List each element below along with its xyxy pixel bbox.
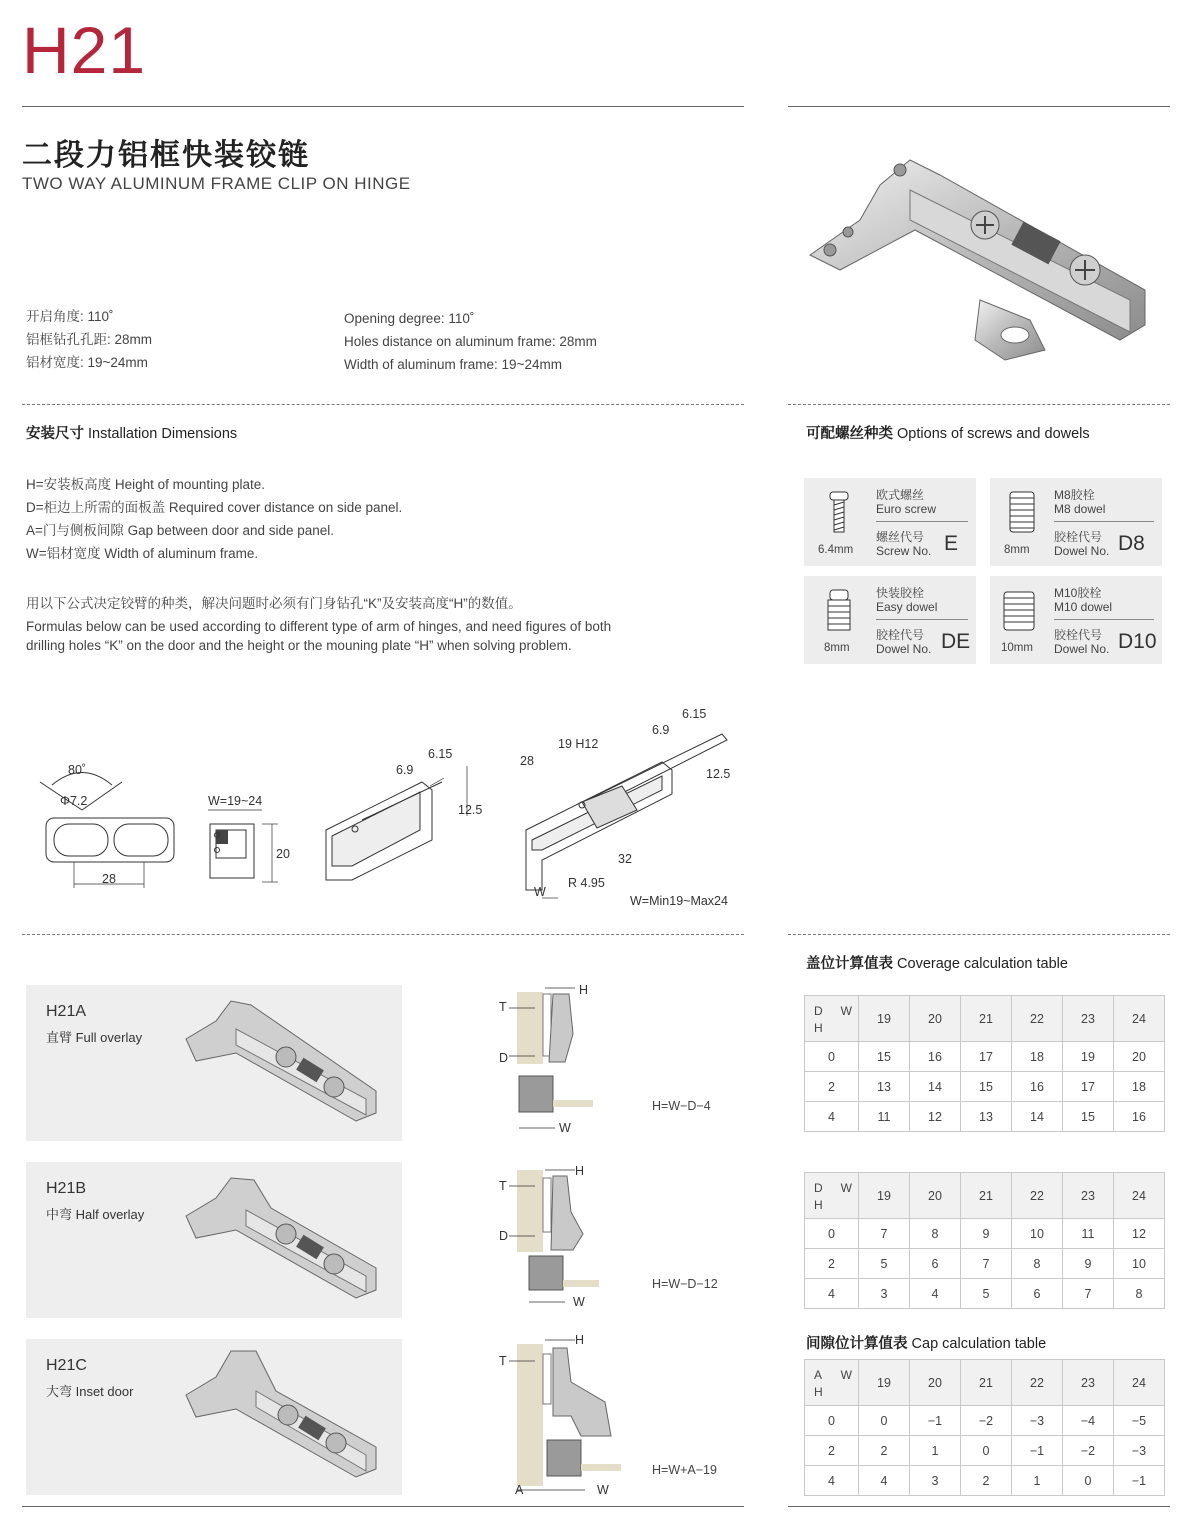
table-cell: 16 <box>1012 1072 1063 1102</box>
footer-rule-right <box>788 1506 1170 1507</box>
formula-h21a: H=W−D−4 <box>652 1099 711 1113</box>
table-cell: 12 <box>1114 1219 1165 1249</box>
card-divider <box>1054 521 1154 522</box>
table-corner: D W H <box>805 1173 859 1219</box>
column-header: 19 <box>859 1173 910 1219</box>
table-cell: 4 <box>859 1466 910 1496</box>
spec-en-line: Opening degree: 110˚ <box>344 311 475 326</box>
option-size: 10mm <box>1001 642 1033 654</box>
coverage-title-cn: 盖位计算值表 <box>806 956 893 972</box>
table-cell: 7 <box>1063 1279 1114 1309</box>
table-cell: 0 <box>1063 1466 1114 1496</box>
table-cell: 14 <box>910 1072 961 1102</box>
card-divider <box>1054 619 1154 620</box>
assembled-profile-drawing <box>520 707 730 908</box>
w-range-label: W=Min19~Max24 <box>630 894 728 908</box>
variant-type: 大弯 Inset door <box>46 1384 134 1399</box>
install-title-en: Installation Dimensions <box>88 426 238 442</box>
formula-note-en-line: Formulas below can be used according to different type of arm of hinges, and need figures of both <box>26 619 612 634</box>
hole-diameter-label: Φ7.2 <box>60 794 88 808</box>
table-cell: −1 <box>1012 1436 1063 1466</box>
row-header: 4 <box>805 1466 859 1496</box>
install-title-cn: 安装尺寸 <box>26 426 84 442</box>
column-header: 21 <box>961 1360 1012 1406</box>
w-label: W <box>534 885 546 899</box>
hole-distance-label: 28 <box>102 872 116 886</box>
table-cell: −4 <box>1063 1406 1114 1436</box>
table-cell: 20 <box>1114 1042 1165 1072</box>
formula-note-en <box>26 617 611 655</box>
coverage-table-2 <box>804 1172 1165 1309</box>
variant-panel-h21b <box>26 1162 402 1318</box>
option-code-label: 胶栓代号 Dowel No. <box>1054 530 1110 558</box>
table-cell: 15 <box>1063 1102 1114 1132</box>
column-header: 23 <box>1063 1173 1114 1219</box>
overlay-diagram-h21b <box>495 1158 625 1318</box>
option-code: D8 <box>1118 532 1145 555</box>
definition-line: W=铝材宽度 Width of aluminum frame. <box>26 546 259 561</box>
row-header: 4 <box>805 1102 859 1132</box>
spec-en-line: Width of aluminum frame: 19~24mm <box>344 357 562 372</box>
table-cell: 5 <box>859 1249 910 1279</box>
variant-type: 直臂 Full overlay <box>46 1030 143 1045</box>
cap-title-cn: 间隙位计算值表 <box>806 1336 908 1352</box>
table-cell: 1 <box>1012 1466 1063 1496</box>
perspective-profile-drawing <box>326 747 482 880</box>
table-row <box>805 1249 1165 1279</box>
formula-note-cn: 用以下公式决定铰臂的种类，解决问题时必须有门身钻孔“K”及安装高度“H”的数值。 <box>26 596 522 611</box>
table-cell: 19 <box>1063 1042 1114 1072</box>
formula-note-en-line: drilling holes “K” on the door and the height or the mouning plate “H” when solving problem. <box>26 638 572 653</box>
label-w: W <box>597 1483 609 1497</box>
table-cell: 6 <box>1012 1279 1063 1309</box>
table-cell: 18 <box>1012 1042 1063 1072</box>
install-definitions <box>26 473 402 565</box>
spec-cn-line: 铝材宽度: 19~24mm <box>26 355 148 370</box>
spec-en-line: Holes distance on aluminum frame: 28mm <box>344 334 597 349</box>
dim-6-15-label: 6.15 <box>428 747 453 761</box>
table-cell: 9 <box>961 1219 1012 1249</box>
table-header-row <box>805 1173 1165 1219</box>
table-cell: 4 <box>910 1279 961 1309</box>
cap-table <box>804 1359 1165 1496</box>
table-cell: 17 <box>961 1042 1012 1072</box>
label-a: A <box>515 1483 524 1497</box>
column-header: 22 <box>1012 1360 1063 1406</box>
table-cell: 2 <box>859 1436 910 1466</box>
option-name: M8胶栓 M8 dowel <box>1054 488 1106 516</box>
radius-label: R 4.95 <box>568 876 605 890</box>
label-h: H <box>575 1164 585 1178</box>
table-cell: −3 <box>1012 1406 1063 1436</box>
table-cell: 15 <box>859 1042 910 1072</box>
row-header: 2 <box>805 1249 859 1279</box>
column-header: 19 <box>859 996 910 1042</box>
column-header: 23 <box>1063 996 1114 1042</box>
table-row <box>805 1436 1165 1466</box>
brand-model: H21 <box>22 13 147 87</box>
option-name: 快装胶栓 Easy dowel <box>876 586 938 614</box>
table-cell: −1 <box>1114 1466 1165 1496</box>
table-cell: 10 <box>1114 1249 1165 1279</box>
table-cell: −1 <box>910 1406 961 1436</box>
dim-12-5-label: 12.5 <box>706 767 731 781</box>
row-header: 0 <box>805 1042 859 1072</box>
label-t: T <box>499 1179 507 1193</box>
label-w: W <box>559 1121 571 1135</box>
table-cell: 16 <box>1114 1102 1165 1132</box>
table-cell: 15 <box>961 1072 1012 1102</box>
divider-dashed <box>22 404 744 405</box>
row-header: 4 <box>805 1279 859 1309</box>
dim-12-5-label: 12.5 <box>458 803 483 817</box>
option-code: E <box>944 532 959 555</box>
table-cell: 3 <box>910 1466 961 1496</box>
label-w: W <box>573 1295 585 1309</box>
row-header: 2 <box>805 1436 859 1466</box>
installation-drawings <box>22 690 744 920</box>
table-cell: 8 <box>1012 1249 1063 1279</box>
table-row <box>805 1219 1165 1249</box>
angle-label: 80˚ <box>68 763 87 777</box>
label-d: D <box>499 1051 509 1065</box>
divider-dashed <box>22 934 744 935</box>
column-header: 21 <box>961 1173 1012 1219</box>
table-cell: 10 <box>1012 1219 1063 1249</box>
variant-model: H21A <box>46 1003 87 1020</box>
coverage-section-title <box>806 952 1068 973</box>
label-h: H <box>579 983 589 997</box>
column-header: 22 <box>1012 1173 1063 1219</box>
hinge-image <box>176 1168 396 1308</box>
spec-cn-line: 铝框钻孔孔距: 28mm <box>26 332 153 347</box>
table-cell: 11 <box>1063 1219 1114 1249</box>
label-h: H <box>575 1334 585 1347</box>
variant-panel-h21c <box>26 1339 402 1495</box>
table-cell: 18 <box>1114 1072 1165 1102</box>
row-header: 0 <box>805 1219 859 1249</box>
table-cell: 0 <box>859 1406 910 1436</box>
option-name: 欧式螺丝 Euro screw <box>876 488 937 516</box>
install-section-title <box>26 422 237 443</box>
variant-panel-h21a <box>26 985 402 1141</box>
coverage-table-1 <box>804 995 1165 1132</box>
table-cell: 7 <box>961 1249 1012 1279</box>
header-rule-right <box>788 106 1170 107</box>
column-header: 24 <box>1114 996 1165 1042</box>
card-divider <box>876 619 968 620</box>
label-t: T <box>499 1354 507 1368</box>
dim-28-label: 28 <box>520 754 534 768</box>
option-card-euro-screw <box>804 478 976 566</box>
column-header: 23 <box>1063 1360 1114 1406</box>
definition-line: D=柜边上所需的面板盖 Required cover distance on side panel. <box>26 500 403 515</box>
options-title-en: Options of screws and dowels <box>897 426 1090 442</box>
table-cell: 11 <box>859 1102 910 1132</box>
table-header-row <box>805 1360 1165 1406</box>
table-cell: 3 <box>859 1279 910 1309</box>
specs-cn <box>26 305 152 374</box>
table-cell: 0 <box>961 1436 1012 1466</box>
definition-line: A=门与侧板间隙 Gap between door and side panel. <box>26 523 335 538</box>
table-row <box>805 1102 1165 1132</box>
product-title-cn: 二段力铝框快装铰链 <box>22 139 310 172</box>
hole-plan-drawing <box>40 763 174 888</box>
dim-6-9-label: 6.9 <box>396 763 414 777</box>
table-cell: 13 <box>859 1072 910 1102</box>
table-cell: −2 <box>961 1406 1012 1436</box>
specs-en <box>344 307 597 376</box>
variant-type: 中弯 Half overlay <box>46 1207 145 1222</box>
table-cell: −2 <box>1063 1436 1114 1466</box>
coverage-title-en: Coverage calculation table <box>897 956 1068 972</box>
options-title-cn: 可配螺丝种类 <box>806 426 893 442</box>
table-cell: 6 <box>910 1249 961 1279</box>
table-cell: 7 <box>859 1219 910 1249</box>
formula-h21b: H=W−D−12 <box>652 1277 718 1291</box>
column-header: 20 <box>910 996 961 1042</box>
option-code-label: 螺丝代号 Screw No. <box>876 530 932 558</box>
table-cell: 14 <box>1012 1102 1063 1132</box>
width-range-label: W=19~24 <box>208 794 263 808</box>
table-row <box>805 1279 1165 1309</box>
table-row <box>805 1042 1165 1072</box>
product-hinge-image <box>800 150 1170 370</box>
column-header: 22 <box>1012 996 1063 1042</box>
option-card-m10-dowel <box>990 576 1162 664</box>
card-divider <box>876 521 968 522</box>
table-row <box>805 1406 1165 1436</box>
cap-title-en: Cap calculation table <box>911 1336 1047 1352</box>
table-cell: 9 <box>1063 1249 1114 1279</box>
table-corner: D W H <box>805 996 859 1042</box>
variant-model: H21C <box>46 1357 87 1374</box>
option-code: DE <box>941 630 971 653</box>
spec-cn-line: 开启角度: 110˚ <box>26 309 114 324</box>
overlay-diagram-h21a <box>495 980 625 1140</box>
column-header: 24 <box>1114 1173 1165 1219</box>
height-label: 20 <box>276 847 290 861</box>
dim-32-label: 32 <box>618 852 632 866</box>
divider-dashed <box>788 404 1170 405</box>
definition-line: H=安装板高度 Height of mounting plate. <box>26 477 265 492</box>
label-d: D <box>499 1229 509 1243</box>
option-code: D10 <box>1118 630 1157 653</box>
row-header: 0 <box>805 1406 859 1436</box>
option-size: 8mm <box>824 642 850 654</box>
row-header: 2 <box>805 1072 859 1102</box>
option-card-easy-dowel <box>804 576 976 664</box>
table-cell: 5 <box>961 1279 1012 1309</box>
footer-rule-left <box>22 1506 744 1507</box>
option-code-label: 胶栓代号 Dowel No. <box>1054 628 1110 656</box>
formula-h21c: H=W+A−19 <box>652 1463 717 1477</box>
table-cell: 1 <box>910 1436 961 1466</box>
options-section-title <box>806 422 1090 443</box>
option-code-label: 胶栓代号 Dowel No. <box>876 628 932 656</box>
option-name: M10胶栓 M10 dowel <box>1054 586 1113 614</box>
table-cell: 2 <box>961 1466 1012 1496</box>
divider-dashed <box>788 934 1170 935</box>
column-header: 20 <box>910 1360 961 1406</box>
table-cell: 12 <box>910 1102 961 1132</box>
hinge-image <box>176 991 396 1131</box>
table-header-row <box>805 996 1165 1042</box>
column-header: 20 <box>910 1173 961 1219</box>
column-header: 24 <box>1114 1360 1165 1406</box>
column-header: 21 <box>961 996 1012 1042</box>
cap-section-title <box>806 1332 1046 1353</box>
label-t: T <box>499 1000 507 1014</box>
table-row <box>805 1072 1165 1102</box>
table-cell: −3 <box>1114 1436 1165 1466</box>
hinge-image <box>176 1343 396 1488</box>
table-cell: 13 <box>961 1102 1012 1132</box>
header-rule-left <box>22 106 744 107</box>
table-row <box>805 1466 1165 1496</box>
table-corner: A W H <box>805 1360 859 1406</box>
column-header: 19 <box>859 1360 910 1406</box>
overlay-diagram-h21c <box>495 1334 635 1499</box>
table-cell: 8 <box>910 1219 961 1249</box>
option-size: 6.4mm <box>818 544 854 556</box>
option-card-m8-dowel <box>990 478 1162 566</box>
table-cell: 8 <box>1114 1279 1165 1309</box>
dim-19-h12-label: 19 H12 <box>558 737 599 751</box>
table-cell: 16 <box>910 1042 961 1072</box>
variant-model: H21B <box>46 1180 87 1197</box>
option-size: 8mm <box>1004 544 1030 556</box>
table-cell: 17 <box>1063 1072 1114 1102</box>
product-title-en: TWO WAY ALUMINUM FRAME CLIP ON HINGE <box>22 174 411 193</box>
table-cell: −5 <box>1114 1406 1165 1436</box>
dim-6-15-label: 6.15 <box>682 707 707 721</box>
dim-6-9-label: 6.9 <box>652 723 670 737</box>
profile-section-drawing <box>208 794 290 882</box>
